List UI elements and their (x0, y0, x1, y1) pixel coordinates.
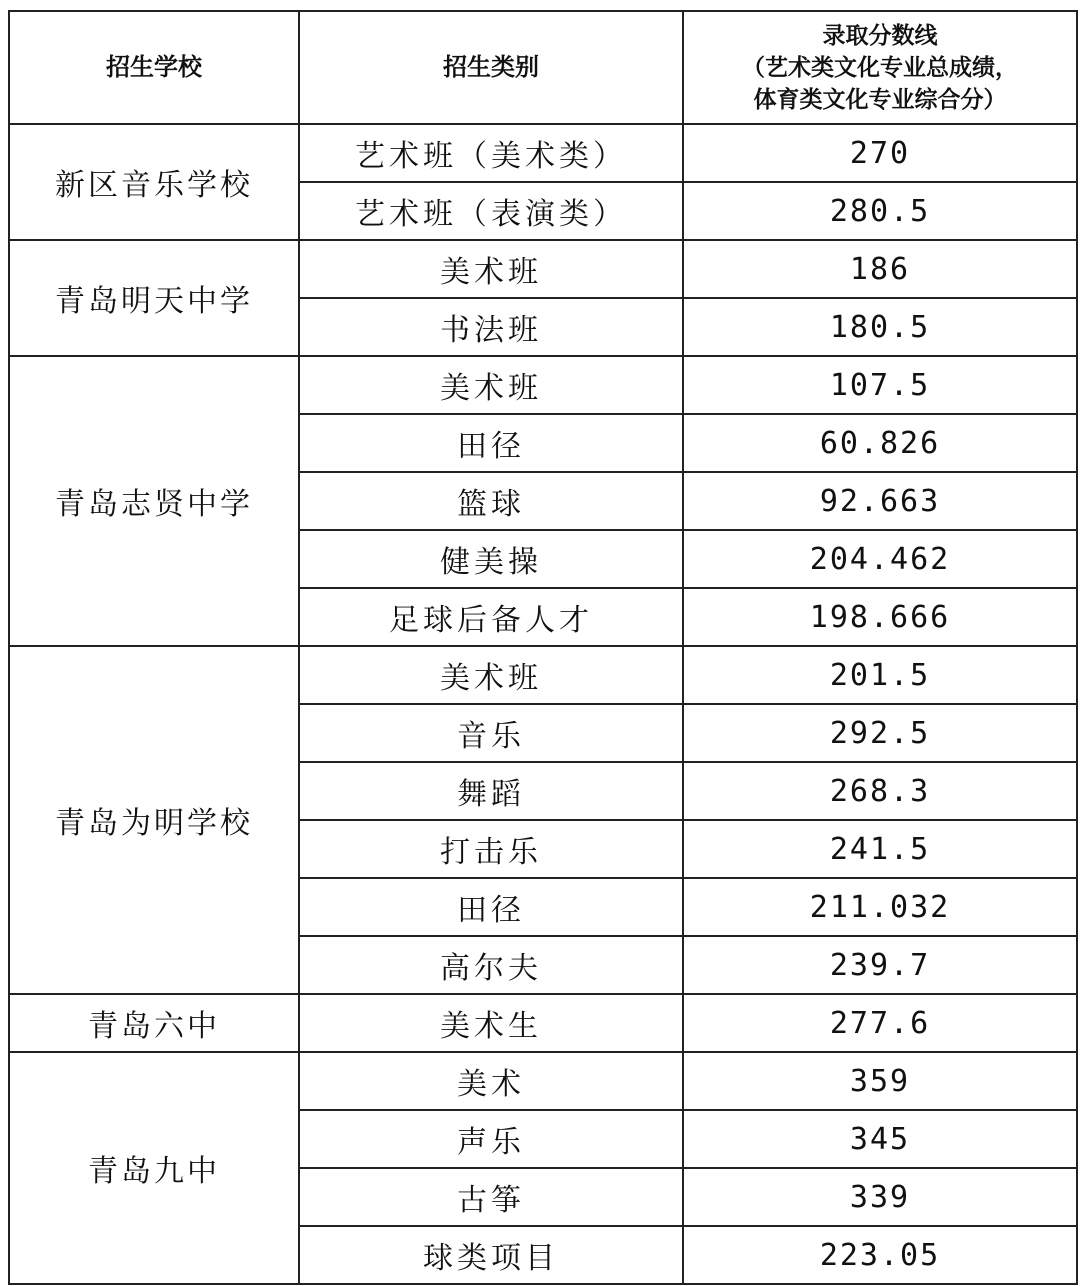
score-cell: 292.5 (683, 704, 1077, 762)
category-cell: 健美操 (299, 530, 683, 588)
header-row (9, 11, 1077, 124)
score-cell: 211.032 (683, 878, 1077, 936)
score-cell: 339 (683, 1168, 1077, 1226)
table-body (9, 124, 1077, 1284)
score-cell: 239.7 (683, 936, 1077, 994)
header-score-title: 录取分数线 (822, 22, 938, 49)
score-cell: 223.05 (683, 1226, 1077, 1284)
school-name-cell: 青岛明天中学 (9, 240, 299, 356)
school-name-cell: 青岛志贤中学 (9, 356, 299, 646)
score-cell: 241.5 (683, 820, 1077, 878)
category-cell: 美术班 (299, 646, 683, 704)
school-name-cell: 青岛六中 (9, 994, 299, 1052)
score-cell: 180.5 (683, 298, 1077, 356)
table-row (9, 1052, 1077, 1110)
category-cell: 书法班 (299, 298, 683, 356)
score-cell: 345 (683, 1110, 1077, 1168)
category-cell: 声乐 (299, 1110, 683, 1168)
score-cell: 270 (683, 124, 1077, 182)
table-row (9, 994, 1077, 1052)
school-name-cell: 青岛九中 (9, 1052, 299, 1284)
category-cell: 田径 (299, 878, 683, 936)
category-cell: 球类项目 (299, 1226, 683, 1284)
header-category: 招生类别 (299, 11, 683, 124)
score-cell: 107.5 (683, 356, 1077, 414)
header-score-note-line2: 体育类文化专业综合分） (753, 86, 1007, 113)
header-score-note-line1: （艺术类文化专业总成绩， (742, 54, 1018, 81)
school-name-cell: 新区音乐学校 (9, 124, 299, 240)
category-cell: 美术生 (299, 994, 683, 1052)
score-cell: 60.826 (683, 414, 1077, 472)
category-cell: 篮球 (299, 472, 683, 530)
category-cell: 打击乐 (299, 820, 683, 878)
category-cell: 艺术班（表演类） (299, 182, 683, 240)
category-cell: 美术班 (299, 240, 683, 298)
score-cell: 186 (683, 240, 1077, 298)
header-school: 招生学校 (9, 11, 299, 124)
table-row (9, 646, 1077, 704)
category-cell: 艺术班（美术类） (299, 124, 683, 182)
table-row (9, 356, 1077, 414)
table-row (9, 240, 1077, 298)
score-cell: 204.462 (683, 530, 1077, 588)
score-cell: 359 (683, 1052, 1077, 1110)
score-cell: 268.3 (683, 762, 1077, 820)
admission-score-table (8, 10, 1078, 1285)
category-cell: 舞蹈 (299, 762, 683, 820)
score-cell: 277.6 (683, 994, 1077, 1052)
school-name-cell: 青岛为明学校 (9, 646, 299, 994)
category-cell: 古筝 (299, 1168, 683, 1226)
score-cell: 198.666 (683, 588, 1077, 646)
score-cell: 201.5 (683, 646, 1077, 704)
header-score (683, 11, 1077, 124)
category-cell: 美术班 (299, 356, 683, 414)
category-cell: 音乐 (299, 704, 683, 762)
category-cell: 美术 (299, 1052, 683, 1110)
score-cell: 92.663 (683, 472, 1077, 530)
category-cell: 足球后备人才 (299, 588, 683, 646)
score-cell: 280.5 (683, 182, 1077, 240)
category-cell: 田径 (299, 414, 683, 472)
category-cell: 高尔夫 (299, 936, 683, 994)
table-row (9, 124, 1077, 182)
